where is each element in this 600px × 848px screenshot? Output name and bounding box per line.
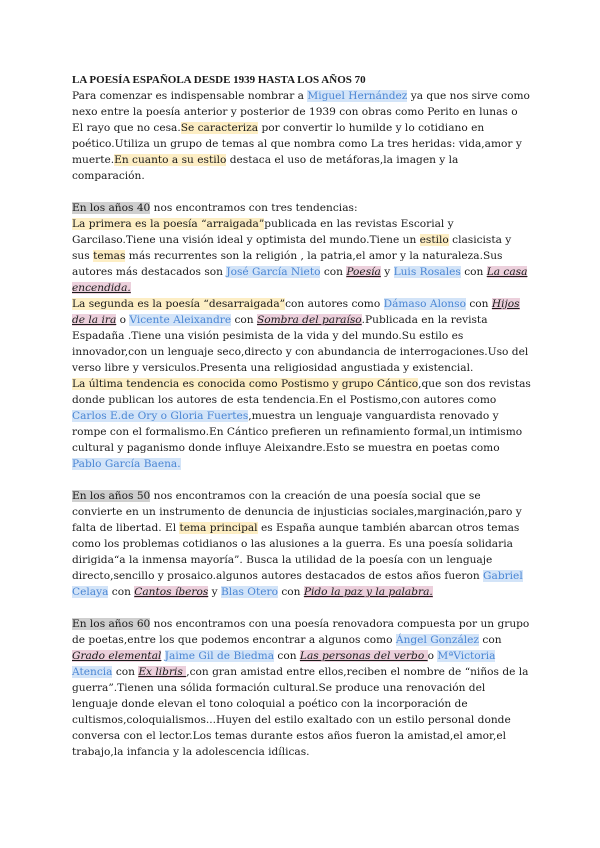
text-run: nos encontramos con tres tendencias: bbox=[150, 202, 358, 214]
text-run: con bbox=[460, 266, 487, 278]
author-highlight: Luis Rosales bbox=[393, 266, 461, 278]
decade-heading: En los años 50 bbox=[72, 490, 151, 502]
author-highlight: Gabriel Celaya bbox=[72, 570, 523, 598]
key-phrase-highlight: La primera es la poesía “arraigada” bbox=[72, 218, 265, 230]
work-title-highlight: Cantos íberos bbox=[134, 586, 209, 598]
document-body bbox=[72, 72, 532, 760]
text-run: con bbox=[479, 634, 502, 646]
text-run: .Publicada en la revista Espadaña .Tiene una visión pesimista de la vida y del mundo.Su estilo es innovador,con un lenguaje seco,directo y con abundancia de interrogaciones.Uso del verso libre y versiculos.Presenta una religiosidad angustiada y existencial. bbox=[72, 314, 529, 374]
section-50s bbox=[72, 488, 532, 600]
text-run: y bbox=[380, 266, 394, 278]
text-run: o bbox=[116, 314, 130, 326]
work-title-highlight: Las personas del verbo bbox=[299, 650, 428, 662]
key-phrase-highlight: estilo bbox=[419, 234, 449, 246]
text-run: con bbox=[274, 650, 300, 662]
text-run: o bbox=[427, 650, 438, 662]
section-40s-intro bbox=[72, 200, 532, 216]
author-highlight: Vicente Aleixandre bbox=[129, 314, 232, 326]
text-run: con bbox=[112, 666, 139, 678]
text-run: con bbox=[320, 266, 347, 278]
section-40s-tendency-1 bbox=[72, 216, 532, 296]
text-run: con bbox=[108, 586, 135, 598]
key-phrase-highlight: La última tendencia es conocida como Postismo y grupo Cántico bbox=[72, 378, 419, 390]
section-40s-tendency-2 bbox=[72, 296, 532, 376]
work-title-highlight: Poesía bbox=[346, 266, 381, 278]
text-run: es España aunque también abarcan otros temas como los problemas cotidianos o las alusiones a la guerra. Es una poesía solidaria dirigida“a la inmensa mayoría”. Busca la utilidad de la poesía con un lenguaje directo,sencillo y prosaico.algunos autores destacados de estos años fueron bbox=[72, 522, 520, 582]
decade-heading: En los años 60 bbox=[72, 618, 151, 630]
text-run: por convertir lo humilde y lo cotidiano en poético.Utiliza un grupo de temas al que nombra como La tres heridas: vida,amor y muerte. bbox=[72, 122, 522, 166]
text-run: destaca el uso de metáforas,la imagen y la comparación. bbox=[72, 154, 459, 182]
decade-heading: En los años 40 bbox=[72, 202, 151, 214]
author-highlight: Dámaso Alonso bbox=[383, 298, 466, 310]
author-highlight: Ángel González bbox=[395, 634, 480, 646]
text-run: ,muestra un lenguaje vanguardista renovado y rompe con el formalismo.En Cántico prefieren un refinamiento formal,un intimismo cultural y paganismo donde influye Aleixandre.Esto se muestra en poetas como bbox=[72, 410, 523, 454]
work-title-highlight: Grado elemental bbox=[72, 650, 162, 662]
section-60s bbox=[72, 616, 532, 760]
work-title-highlight: Ex libris bbox=[138, 666, 187, 678]
text-run: con bbox=[277, 586, 304, 598]
section-40s-tendency-3 bbox=[72, 376, 532, 472]
document-title: LA POESÍA ESPAÑOLA DESDE 1939 HASTA LOS AÑOS 70 bbox=[72, 74, 366, 86]
author-highlight: MªVictoria Atencia bbox=[72, 650, 496, 678]
author-highlight: Miguel Hernández bbox=[307, 90, 408, 102]
author-highlight: Carlos E.de Ory o Gloria Fuertes bbox=[72, 410, 249, 422]
text-run: nos encontramos con la creación de una poesía social que se convierte en un instrumento de denuncia de injusticias sociales,marginación,paro y falta de libertad. El bbox=[72, 490, 522, 534]
author-highlight: Jaime Gil de Biedma bbox=[164, 650, 275, 662]
author-highlight: Pablo García Baena. bbox=[72, 458, 181, 470]
author-highlight: Blas Otero bbox=[221, 586, 278, 598]
text-run: y bbox=[208, 586, 222, 598]
text-run: con bbox=[231, 314, 257, 326]
text-run: con bbox=[466, 298, 492, 310]
author-highlight: José García Nieto bbox=[226, 266, 321, 278]
text-run: Para comenzar es indispensable nombrar a bbox=[72, 90, 308, 102]
text-run: ,con gran amistad entre ellos,reciben el nombre de “niños de la guerra”.Tienen una sólida formación cultural.Se produce una renovación del lenguaje donde elevan el tono coloquial a poético con la incorporación de cultismos,coloquialismos...Huyen del estilo exaltado con un estilo personal donde conversa con el lector.Los temas durante estos años fueron la amistad,el amor,el trabajo,la infancia y la adolescencia idílicas. bbox=[72, 666, 529, 758]
key-phrase-highlight: tema principal bbox=[179, 522, 258, 534]
text-run: publicada en las revistas Escorial y Garcilaso.Tiene una visión ideal y optimista del mundo.Tiene un bbox=[72, 218, 454, 246]
text-run: ,que son dos revistas donde publican los autores de esta tendencia.En el Postismo,con autores como bbox=[72, 378, 531, 406]
work-title-highlight: La casa encendida. bbox=[72, 266, 528, 294]
work-title-highlight: Hijos de la ira bbox=[72, 298, 520, 326]
key-phrase-highlight: En cuanto a su estilo bbox=[114, 154, 227, 166]
text-run: con autores como bbox=[285, 298, 384, 310]
work-title-highlight: Pido la paz y la palabra. bbox=[303, 586, 433, 598]
work-title-highlight: Sombra del paraíso bbox=[256, 314, 362, 326]
text-run: clasicista y sus bbox=[72, 234, 512, 262]
key-phrase-highlight: temas bbox=[93, 250, 126, 262]
key-phrase-highlight: Se caracteriza bbox=[180, 122, 259, 134]
key-phrase-highlight: La segunda es la poesía “desarraigada” bbox=[72, 298, 286, 310]
text-run: nos encontramos con una poesía renovadora compuesta por un grupo de poetas,entre los que podemos encontrar a algunos como bbox=[72, 618, 530, 646]
text-run: más recurrentes son la religión , la patria,el amor y la naturaleza.Sus autores más destacados son bbox=[72, 250, 503, 278]
intro-paragraph bbox=[72, 88, 532, 184]
text-run: ya que nos sirve como nexo entre la poesía anterior y posterior de 1939 con obras como Perito en lunas o El rayo que no cesa. bbox=[72, 90, 530, 134]
